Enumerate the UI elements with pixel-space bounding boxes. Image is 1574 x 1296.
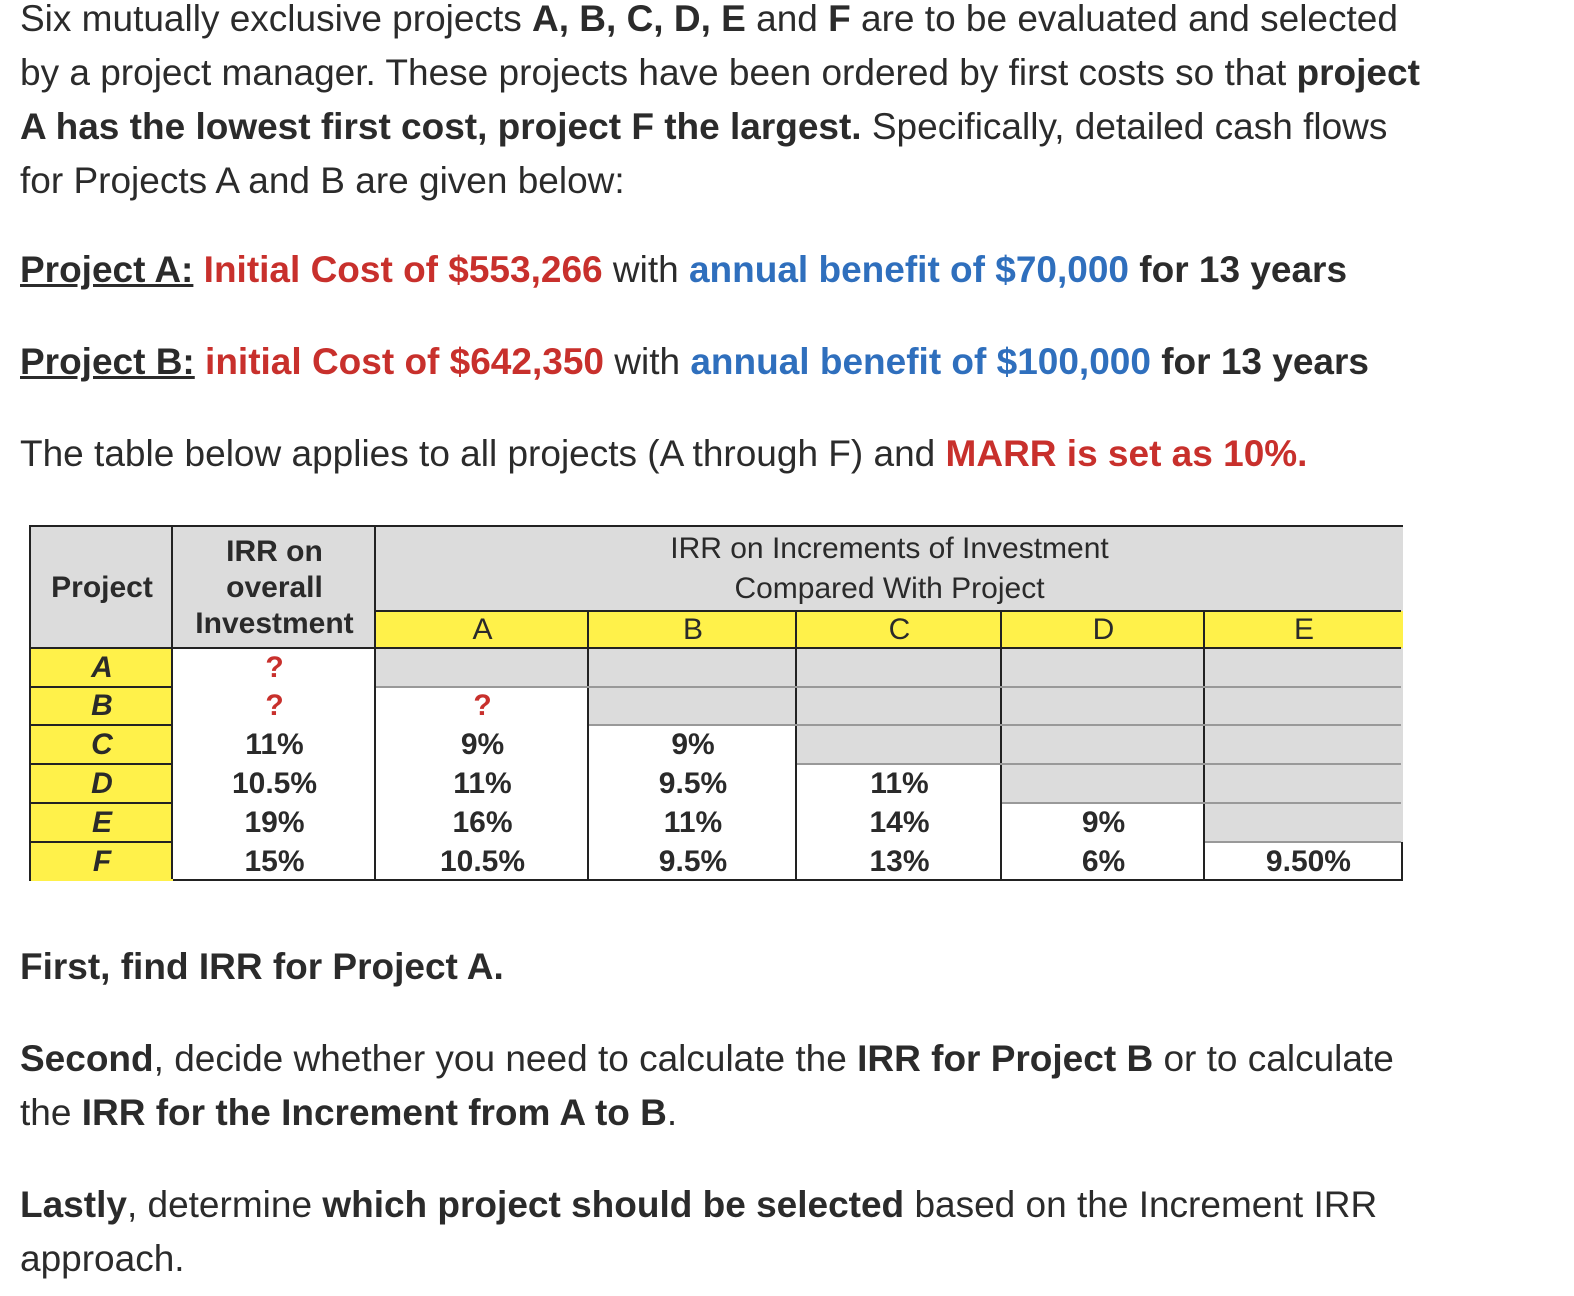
header-increment-line1: IRR on Increments of Investment [670,532,1109,565]
project-a-benefit: annual benefit of $70,000 [688,249,1129,290]
inc-f-vs-b: 9.5% [658,844,728,878]
intro-paragraph [20,0,1440,208]
step-2-irr-b: IRR for Project B [857,1038,1154,1079]
intro-project-f: F [828,0,851,39]
step-3-text-2: based on the Increment IRR approach. [20,1184,1378,1279]
step-2-text-3: . [666,1092,678,1133]
inc-d-vs-b: 9.5% [658,766,728,800]
row-label-b: B [91,689,113,722]
header-project: Project [31,527,173,648]
irr-table [29,525,1403,881]
compare-header-e: E [1205,611,1403,648]
table-note [20,427,1307,481]
compare-header-b: B [589,611,797,648]
project-b-line [20,335,1369,389]
overall-irr-a: ? [265,650,284,684]
inc-d-vs-c: 11% [870,766,929,800]
row-label-c: C [91,727,113,761]
project-a-years: for 13 years [1129,249,1348,290]
project-b-benefit: annual benefit of $100,000 [690,341,1151,382]
inc-e-vs-b: 11% [663,805,723,839]
project-a-with: with [602,249,689,290]
header-irr-overall: IRR on overall Investment [173,527,376,648]
overall-irr-d: 10.5% [231,766,318,800]
inc-c-vs-a: 9% [460,727,505,761]
step-2-text-1: , decide whether you need to calculate the [153,1038,858,1079]
inc-f-vs-e: 9.50% [1265,844,1351,878]
overall-irr-f: 15% [244,844,305,878]
step-2-irr-increment: IRR for the Increment from A to B [81,1092,667,1133]
inc-c-vs-b: 9% [671,727,715,761]
header-increment [376,527,1403,611]
project-b-label: Project B: [20,341,195,382]
intro-text-2: and [745,0,829,39]
step-2-lead: Second [20,1038,154,1079]
inc-e-vs-c: 14% [869,805,930,839]
project-a-line [20,243,1347,297]
project-a-label: Project A: [20,249,194,290]
row-label-e: E [91,805,112,839]
step-3-lead: Lastly [20,1184,127,1225]
intro-text-1: Six mutually exclusive projects [20,0,533,39]
row-label-f: F [92,844,112,878]
inc-b-vs-a: ? [473,689,492,722]
project-b-cost: initial Cost of $642,350 [205,341,604,382]
project-a-cost: Initial Cost of $553,266 [203,249,603,290]
inc-f-vs-c: 13% [869,844,930,878]
row-label-d: D [91,766,113,800]
compare-header-c: C [797,611,1002,648]
blank-row-b [589,687,1403,725]
overall-irr-c: 11% [245,727,304,761]
compare-header-d: D [1002,611,1205,648]
row-label-a: A [91,650,113,684]
step-3-text-1: , determine [126,1184,323,1225]
step-2 [20,1032,1440,1140]
blank-row-e [1205,803,1403,842]
compare-header-a: A [376,611,589,648]
step-3 [20,1178,1440,1286]
step-2-text-2: or to calculate the [20,1038,1394,1133]
intro-text-3: are to be evaluated and selected by a project manager. These projects have been ordered by first costs so that [20,0,1398,93]
project-b-with: with [603,341,691,382]
table-note-text: The table below applies to all projects (A through F) and [20,433,946,474]
inc-f-vs-a: 10.5% [439,844,526,878]
overall-irr-e: 19% [244,805,305,839]
step-3-selection: which project should be selected [322,1184,905,1225]
blank-row-c [797,725,1403,764]
inc-d-vs-a: 11% [453,766,512,800]
intro-projects-list: A, B, C, D, E [532,0,746,39]
marr-note: MARR is set as 10%. [945,433,1308,474]
intro-text-4: Specifically, detailed cash flows for Projects A and B are given below: [20,106,1388,201]
intro-ordering-note: project A has the lowest first cost, project F the largest. [20,52,1420,147]
inc-e-vs-d: 9% [1081,805,1126,839]
inc-f-vs-d: 6% [1081,844,1126,878]
header-increment-line2: Compared With Project [734,572,1045,605]
overall-irr-b: ? [265,689,284,722]
step-1: First, find IRR for Project A. [20,946,504,987]
inc-e-vs-a: 16% [452,805,513,839]
blank-row-a [376,648,1403,687]
project-b-years: for 13 years [1150,341,1369,382]
